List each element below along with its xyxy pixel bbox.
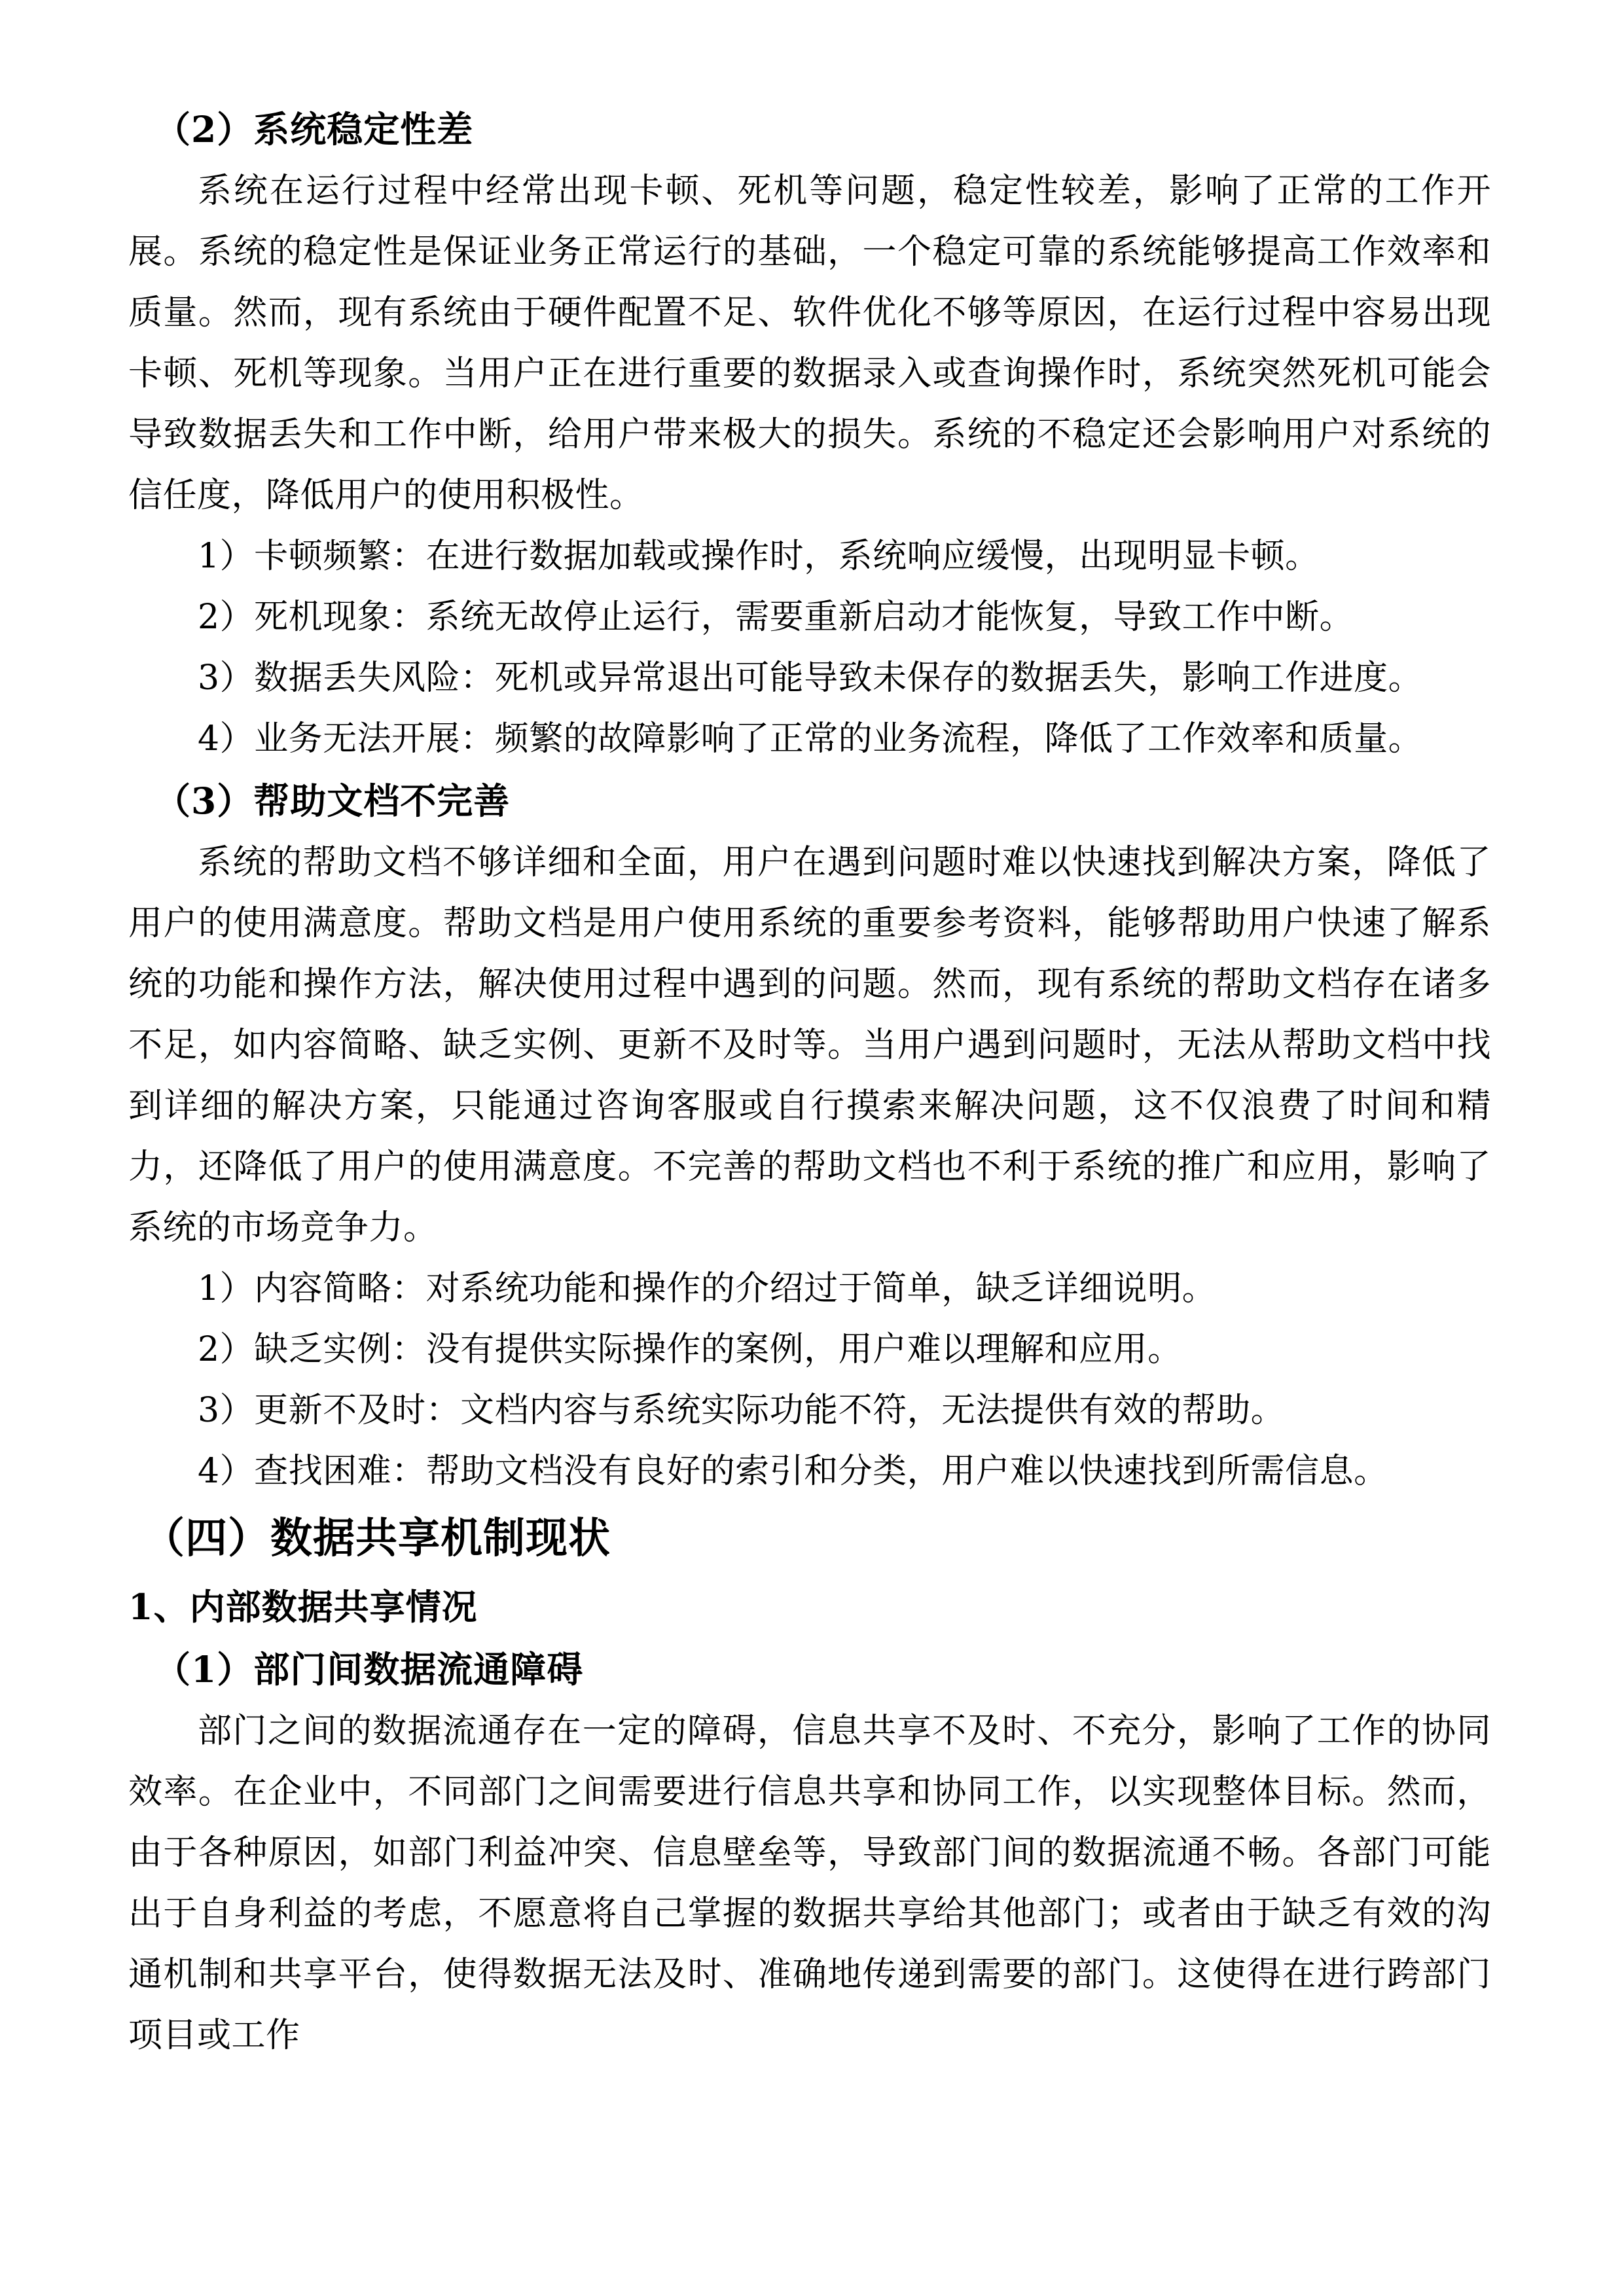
list-item-help-2: 2）缺乏实例：没有提供实际操作的案例，用户难以理解和应用。	[198, 1330, 1182, 1369]
list-item-stability-2: 2）死机现象：系统无故停止运行，需要重新启动才能恢复，导致工作中断。	[198, 598, 1354, 637]
paragraph-interdepartment-barrier: 部门之间的数据流通存在一定的障碍，信息共享不及时、不充分，影响了工作的协同效率。在企业中，不同部门之间需要进行信息共享和协同工作，以实现整体目标。然而，由于各种原因，如部门利益冲突、信息壁垒等，导致部门间的数据流通不畅。各部门可能出于自身利益的考虑，不愿意将自己掌握的数据共享给其他部门；或者由于缺乏有效的沟通机制和共享平台，使得数据无法及时、准确地传递到需要的部门。这使得在进行跨部门项目或工作	[128, 1712, 1491, 2055]
list-item-stability-4: 4）业务无法开展：频繁的故障影响了正常的业务流程，降低了工作效率和质量。	[198, 719, 1423, 759]
list-item-help-1: 1）内容简略：对系统功能和操作的介绍过于简单，缺乏详细说明。	[198, 1269, 1217, 1308]
heading-system-stability: （2）系统稳定性差	[154, 108, 474, 151]
document-body	[128, 98, 1491, 2066]
heading-data-sharing-mechanism: （四）数据共享机制现状	[143, 1514, 611, 1563]
heading-interdepartment-barrier: （1）部门间数据流通障碍	[154, 1648, 584, 1691]
heading-internal-data-sharing: 1、内部数据共享情况	[128, 1586, 478, 1628]
heading-help-document: （3）帮助文档不完善	[154, 780, 511, 822]
list-item-help-3: 3）更新不及时：文档内容与系统实际功能不符，无法提供有效的帮助。	[198, 1391, 1286, 1430]
list-item-stability-1: 1）卡顿频繁：在进行数据加载或操作时，系统响应缓慢，出现明显卡顿。	[198, 537, 1320, 576]
paragraph-system-stability: 系统在运行过程中经常出现卡顿、死机等问题，稳定性较差，影响了正常的工作开展。系统的稳定性是保证业务正常运行的基础，一个稳定可靠的系统能够提高工作效率和质量。然而，现有系统由于硬件配置不足、软件优化不够等原因，在运行过程中容易出现卡顿、死机等现象。当用户正在进行重要的数据录入或查询操作时，系统突然死机可能会导致数据丢失和工作中断，给用户带来极大的损失。系统的不稳定还会影响用户对系统的信任度，降低用户的使用积极性。	[128, 171, 1491, 515]
list-item-help-4: 4）查找困难：帮助文档没有良好的索引和分类，用户难以快速找到所需信息。	[198, 1452, 1388, 1491]
list-item-stability-3: 3）数据丢失风险：死机或异常退出可能导致未保存的数据丢失，影响工作进度。	[198, 658, 1423, 698]
paragraph-help-document: 系统的帮助文档不够详细和全面，用户在遇到问题时难以快速找到解决方案，降低了用户的使用满意度。帮助文档是用户使用系统的重要参考资料，能够帮助用户快速了解系统的功能和操作方法，解决使用过程中遇到的问题。然而，现有系统的帮助文档存在诸多不足，如内容简略、缺乏实例、更新不及时等。当用户遇到问题时，无法从帮助文档中找到详细的解决方案，只能通过咨询客服或自行摸索来解决问题，这不仅浪费了时间和精力，还降低了用户的使用满意度。不完善的帮助文档也不利于系统的推广和应用，影响了系统的市场竞争力。	[128, 843, 1491, 1247]
